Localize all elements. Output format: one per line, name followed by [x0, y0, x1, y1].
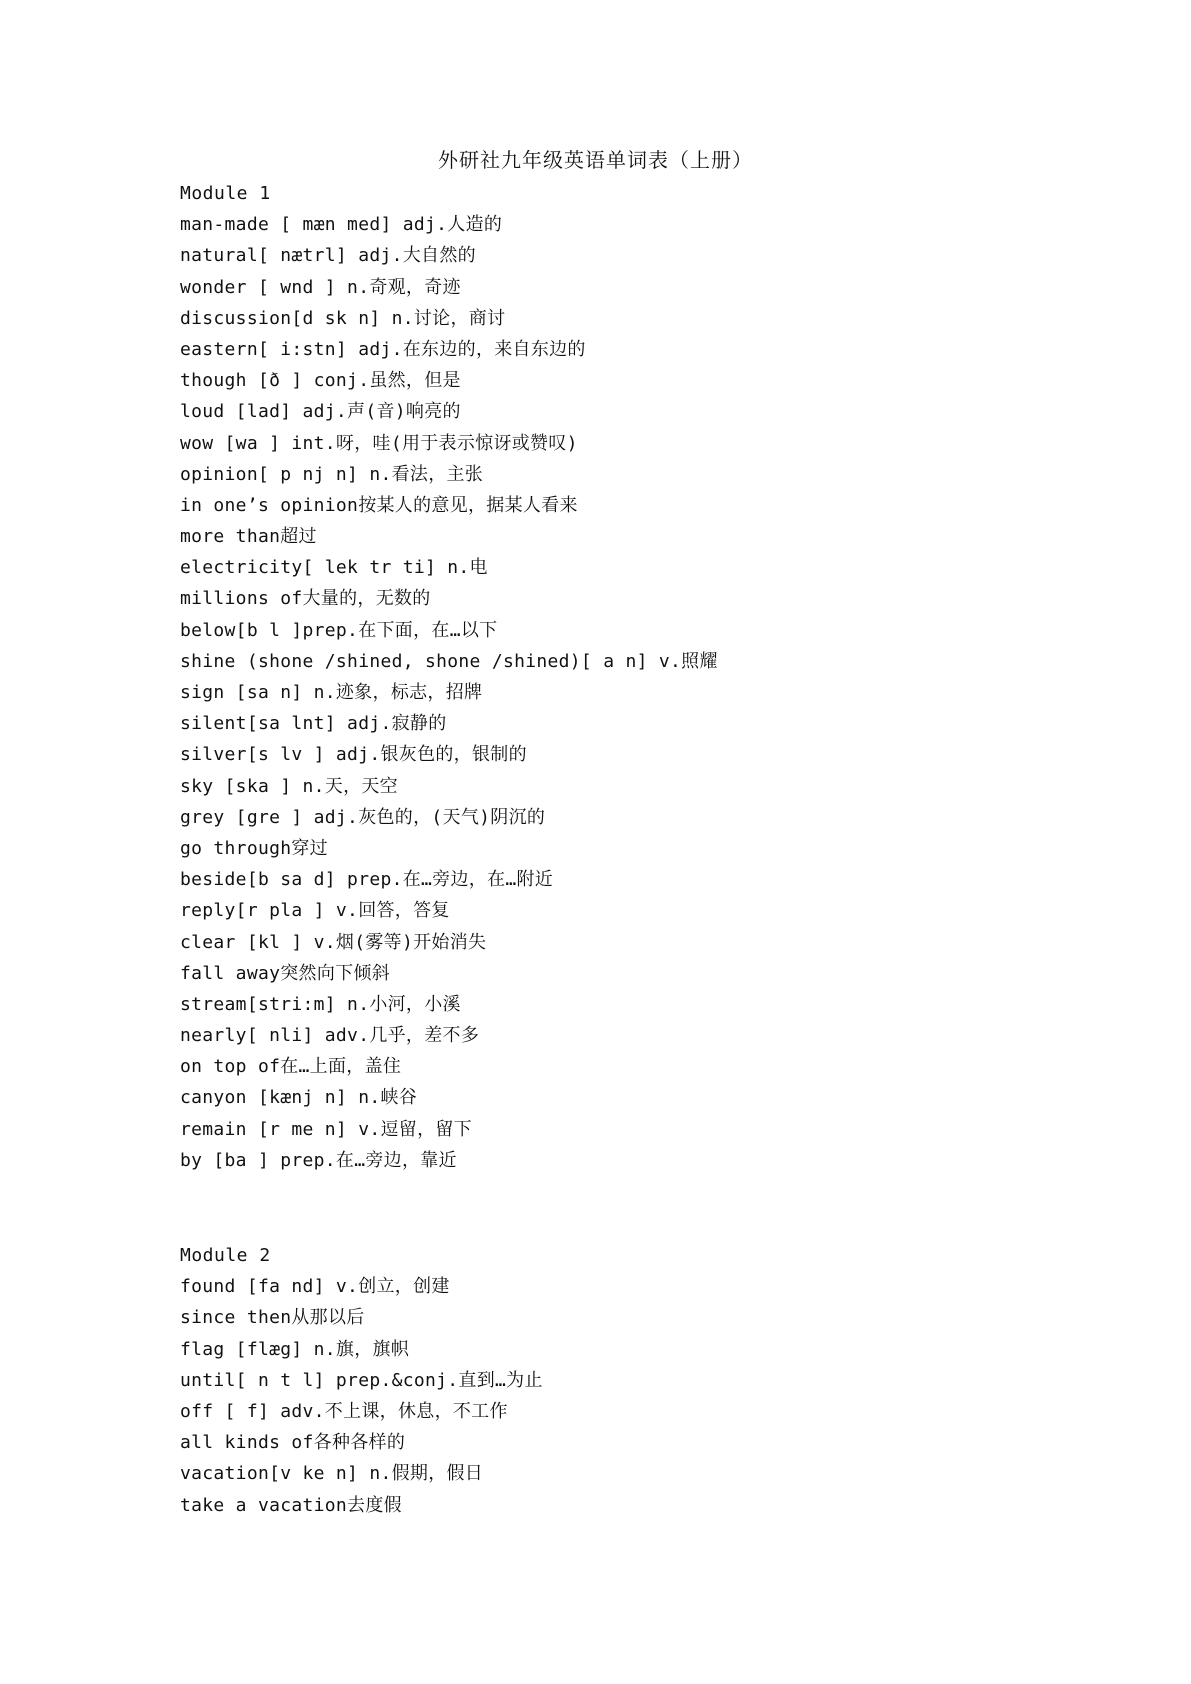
vocab-entry: all kinds of各种各样的 [180, 1432, 406, 1454]
vocab-entry: in one’s opinion按某人的意见，据某人看来 [180, 494, 578, 516]
vocab-entry: below[b l ]prep.在下面，在…以下 [180, 619, 498, 641]
vocab-entry: canyon [kænj n] n.峡谷 [180, 1087, 418, 1109]
document-title: 外研社九年级英语单词表（上册） [438, 148, 753, 172]
module-2-section [180, 1240, 1080, 1521]
vocab-entry: until[ n t l] prep.&conj.直到…为止 [180, 1369, 543, 1391]
vocab-entry: shine (shone /shined, shone /shined)[ a n] v.照耀 [180, 650, 718, 672]
vocab-entry: beside[b sa d] prep.在…旁边，在…附近 [180, 869, 554, 891]
vocab-entry: silver[s lv ] adj.银灰色的，银制的 [180, 744, 527, 766]
vocab-entry: flag [flæg] n.旗，旗帜 [180, 1338, 410, 1360]
vocab-entry: found [fa nd] v.创立，创建 [180, 1276, 450, 1298]
vocab-entry: reply[r pla ] v.回答，答复 [180, 900, 450, 922]
vocab-entry: since then从那以后 [180, 1307, 365, 1329]
vocab-entry: electricity[ lek tr ti] n.电 [180, 557, 488, 579]
module-heading: Module 1 [180, 183, 271, 204]
vocab-entry: silent[sa lnt] adj.寂静的 [180, 713, 447, 735]
module-1-section [180, 178, 1080, 1176]
vocab-entry: sky [ska ] n.天，天空 [180, 775, 398, 797]
vocab-entry: go through穿过 [180, 837, 328, 859]
vocab-entry: wow [wa ] int.呀，哇(用于表示惊讶或赞叹) [180, 432, 578, 454]
vocab-entry: off [ f] adv.不上课，休息，不工作 [180, 1400, 508, 1422]
vocab-entry: nearly[ nli] adv.几乎，差不多 [180, 1025, 480, 1047]
vocab-entry: though [ð ] conj.虽然，但是 [180, 370, 461, 392]
vocab-entry: fall away突然向下倾斜 [180, 962, 391, 984]
vocab-entry: stream[stri:m] n.小河，小溪 [180, 993, 461, 1015]
vocab-entry: take a vacation去度假 [180, 1494, 402, 1516]
vocab-entry: eastern[ i:stn] adj.在东边的，来自东边的 [180, 338, 586, 360]
vocab-entry: sign [sa n] n.迹象，标志，招牌 [180, 682, 483, 703]
module-heading: Module 2 [180, 1245, 271, 1266]
vocab-entry: more than超过 [180, 526, 317, 548]
vocab-entry: loud [lad] adj.声(音)响亮的 [180, 401, 461, 423]
vocab-entry: opinion[ p nj n] n.看法，主张 [180, 463, 484, 485]
vocab-entry: on top of在…上面，盖住 [180, 1056, 402, 1078]
vocab-entry: millions of大量的，无数的 [180, 588, 431, 610]
vocab-entry: by [ba ] prep.在…旁边，靠近 [180, 1149, 457, 1171]
vocab-entry: clear [kl ] v.烟(雾等)开始消失 [180, 931, 487, 953]
vocab-entry: vacation[v ke n] n.假期，假日 [180, 1463, 484, 1485]
vocab-entry: natural[ nætrl] adj.大自然的 [180, 245, 476, 267]
vocab-entry: wonder [ wnd ] n.奇观，奇迹 [180, 276, 461, 298]
vocab-entry: remain [r me n] v.逗留，留下 [180, 1118, 472, 1140]
vocab-entry: discussion[d sk n] n.讨论，商讨 [180, 307, 506, 329]
vocab-entry: grey [gre ] adj.灰色的，(天气)阴沉的 [180, 806, 546, 828]
vocab-entry: man-made [ mæn med] adj.人造的 [180, 214, 503, 236]
